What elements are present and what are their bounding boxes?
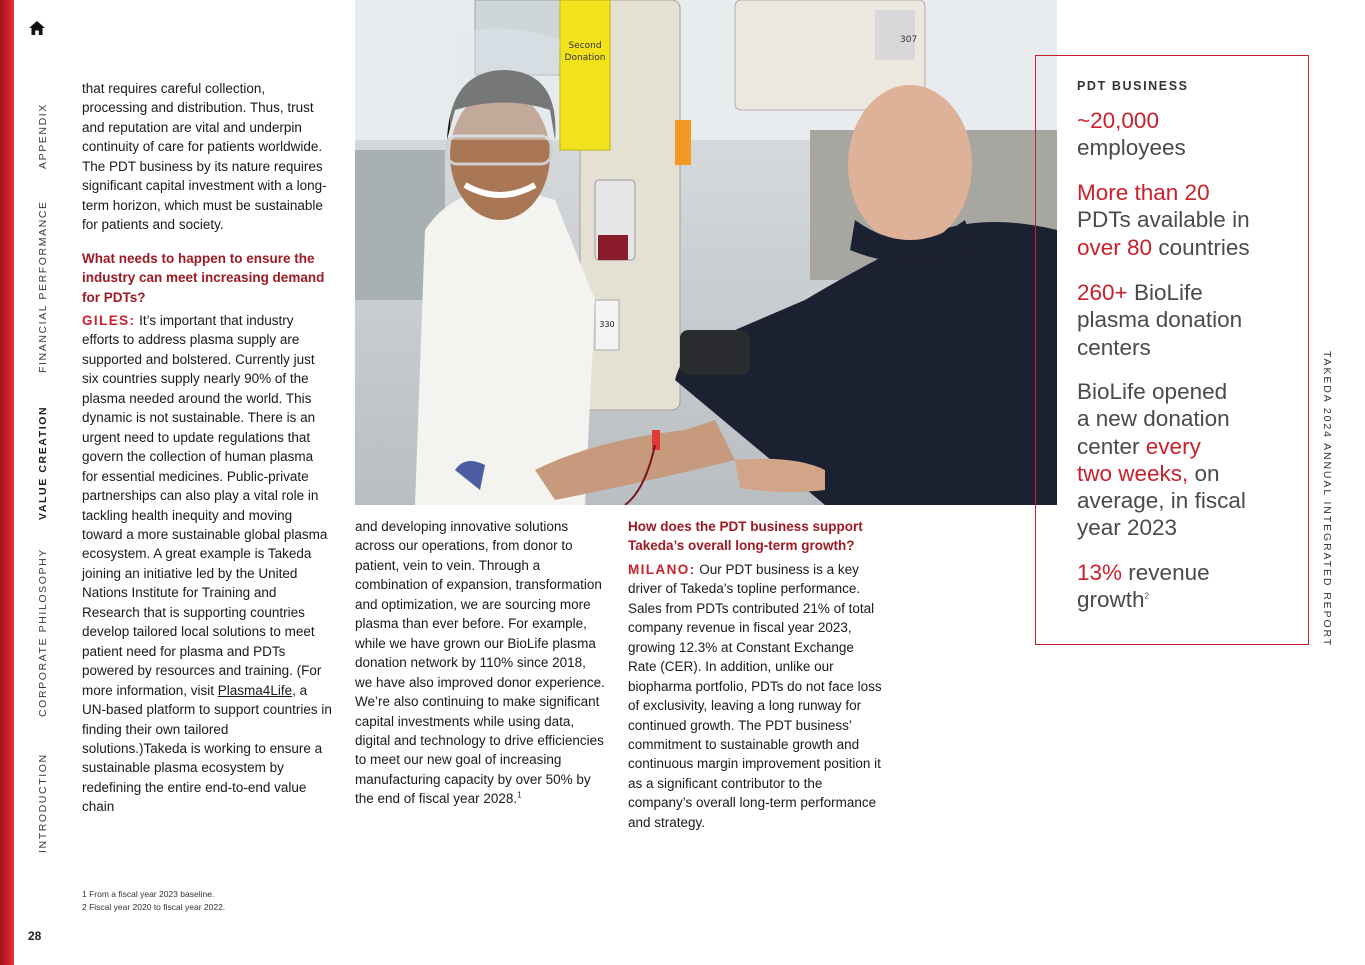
nav-corporate-philosophy[interactable]: CORPORATE PHILOSOPHY <box>37 548 49 717</box>
plasma4life-link[interactable]: Plasma4Life <box>217 682 293 698</box>
stat-countries-label: countries <box>1152 234 1250 260</box>
stat-countries-value: over 80 <box>1077 234 1153 260</box>
station-number: 307 <box>900 35 918 45</box>
stat-new-center-frequency: two weeks, <box>1077 460 1189 486</box>
stat-employees-label: employees <box>1077 135 1186 161</box>
nav-financial-performance[interactable]: FINANCIAL PERFORMANCE <box>37 200 49 373</box>
footnote-ref-2: 2 <box>1144 591 1149 601</box>
speaker-label: GILES: <box>82 312 136 328</box>
body-text: and developing innovative solutions across our operations, from donor to patient, vein to vein. Through a combination of expansion, transformation and optimization, we are sourcing more plasma than ever before. For example, while we have grown our BioLife plasma donation network by 110% since 2018, we have also improved donor experience. We’re also continuing to make significant capital investments while using data, digital and technology to drive efficiencies to meet our new goal of increasing manufacturing capacity by over 50% by the end of fiscal year 2028. <box>355 519 605 807</box>
stat-new-center-line1: BioLife opened <box>1077 379 1228 404</box>
stat-growth-label: growth <box>1077 587 1145 613</box>
stat-employees-value: ~20,000 <box>1077 108 1159 133</box>
stat-revenue-value: 13% <box>1077 560 1123 585</box>
nav-value-creation[interactable]: VALUE CREATION <box>37 405 49 520</box>
answer-text-cont: , a UN-based platform to support countries in finding their own tailored solutions.)Takeda is working to ensure a sustainable plasma ecosystem by redefining the entire end-to-end value chain <box>82 682 332 815</box>
stat-pdts <box>1077 179 1250 261</box>
stat-centers-line3: centers <box>1077 334 1151 360</box>
stat-centers <box>1077 279 1242 361</box>
stat-centers-value: 260+ <box>1077 280 1128 305</box>
stat-pdts-value: More than 20 <box>1077 180 1210 205</box>
stat-pdts-label: PDTs available in <box>1077 207 1250 233</box>
stat-new-center-line6: year 2023 <box>1077 515 1178 541</box>
sign-text-1: Second <box>568 41 602 51</box>
footnote-ref-1: 1 <box>517 790 522 800</box>
body-paragraph <box>355 517 605 809</box>
stats-title: PDT BUSINESS <box>1077 79 1189 93</box>
stat-employees <box>1077 107 1186 162</box>
stat-new-center-line3a: center <box>1077 433 1146 459</box>
question-heading-2: How does the PDT business support Takeda’s overall long-term growth? <box>628 519 863 554</box>
home-icon[interactable] <box>28 20 46 36</box>
machine-label: 330 <box>599 320 615 329</box>
nav-appendix[interactable]: APPENDIX <box>37 103 49 169</box>
sign-text-2: Donation <box>564 53 606 63</box>
stat-new-center-line5: average, in fiscal <box>1077 488 1246 514</box>
pdt-business-stats-box <box>1035 55 1309 645</box>
answer-text-2: Our PDT business is a key driver of Takeda’s topline performance. Sales from PDTs contributed 21% of total company revenue in fiscal year 2023, growing 12.3% at Constant Exchange Rate (CER). In addition, unlike our biopharma portfolio, PDTs do not face loss of exclusivity, leaving a long runway for continued growth. The PDT business’ commitment to sustainable growth and continuous margin improvement position it as a significant contributor to the company’s overall long-term performance and strategy. <box>628 561 882 830</box>
answer-text: It’s important that industry efforts to address plasma supply are supported and bolstered. Currently just six countries supply nearly 90% of the plasma needed around the world. This dynamic is not sustainable. There is an urgent need to update regulations that govern the collection of human plasma for essential medicines. Public-private partnerships can also play a vital role in tackling health inequity and moving toward a more sustainable global plasma ecosystem. A great example is Takeda joining an initiative led by the United Nations Institute for Training and Research that is supporting countries develop tailored local solutions to meet patient need for plasma and PDTs powered by resources and training. (For more information, visit <box>82 312 328 698</box>
report-title-vertical: TAKEDA 2024 ANNUAL INTEGRATED REPORT <box>1321 351 1333 648</box>
stat-revenue-growth <box>1077 559 1210 614</box>
speaker-label-2: MILANO: <box>628 561 696 577</box>
answer-paragraph-2 <box>628 560 883 832</box>
stat-new-center-every: every <box>1145 433 1201 459</box>
left-accent-bar <box>0 0 14 965</box>
page-number: 28 <box>28 929 42 943</box>
stat-new-center-on: on <box>1188 460 1220 486</box>
stat-centers-brand: BioLife <box>1127 280 1203 305</box>
text-column-2 <box>355 517 605 809</box>
answer-paragraph <box>82 311 332 817</box>
footnote-1: 1 From a fiscal year 2023 baseline. <box>82 889 215 899</box>
stat-new-center <box>1077 378 1246 542</box>
stat-revenue-label: revenue <box>1122 560 1210 585</box>
text-column-3 <box>628 517 883 832</box>
intro-paragraph: that requires careful collection, processing and distribution. Thus, trust and reputation are vital and underpin continuity of care for patients worldwide. The PDT business by its nature requires significant capital investment with a long-term horizon, which must be sustainable for patients and society. <box>82 81 327 233</box>
stat-new-center-line2: a new donation <box>1077 406 1230 432</box>
nav-introduction[interactable]: INTRODUCTION <box>37 753 49 853</box>
donation-center-photo <box>355 0 1057 505</box>
footnote-2: 2 Fiscal year 2020 to fiscal year 2022. <box>82 902 226 912</box>
text-column-1 <box>82 79 332 817</box>
question-heading: What needs to happen to ensure the industry can meet increasing demand for PDTs? <box>82 250 325 305</box>
stat-centers-line2: plasma donation <box>1077 307 1243 333</box>
footnotes <box>82 888 225 914</box>
